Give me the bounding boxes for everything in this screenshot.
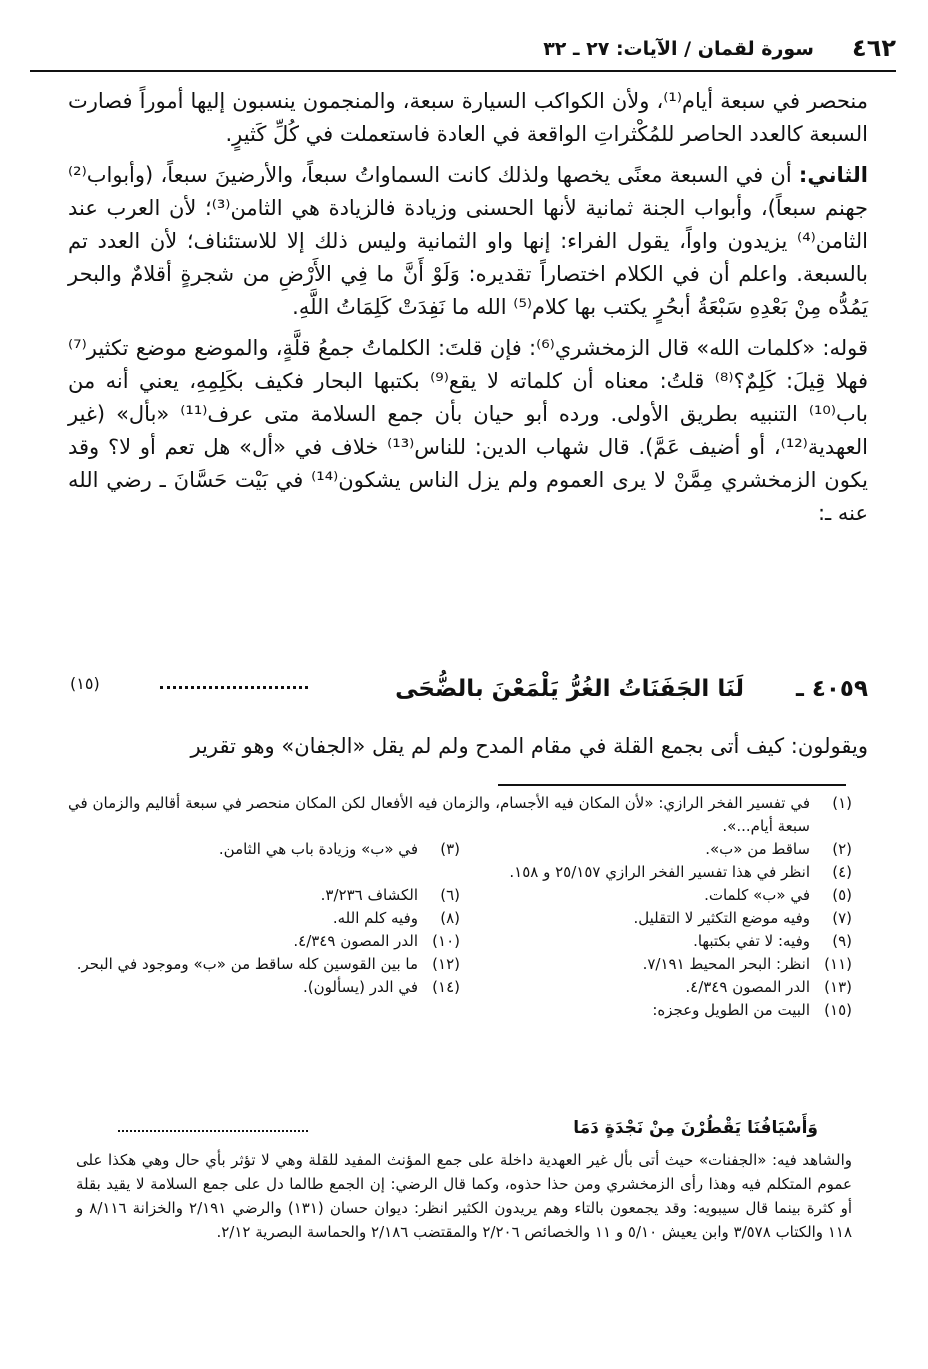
footnote-3: (٣) في «ب» وزيادة باب هي الثامن.	[218, 840, 460, 858]
footnote-9: (٩) وفيه: لا تفي بكتبها.	[693, 932, 852, 950]
witness-commentary: والشاهد فيه: «الجفنات» حيث أتى بأل غير العهدية داخلة على جمع المؤنث المفيد للقلة وهي لا تؤثر بأي حال وهي هكذا على عموم المتكلم فيه وهذا رأى الزمخشري ومن حذا حذوه، وكما قال الرضي: إن الجمع طالما دل على جمع السلامة لا يقيد بقلة أو كثرة بينما قال سيبويه: وقد يجمعون بالتاء وهم يريدون الكثير انظر: ديوان حسان (١٣١) والرضي ٢/١٩١ والخزانة ٨/١١٦ و ١١٨ والكتاب ٣/٥٧٨ وابن يعيش ٥/١٠ و ١١ والخصائص ٢/٢٠٦ والمقتضب ٢/١٨٦ والحماسة البصرية ٢/١٢.	[76, 1151, 852, 1241]
paragraph-2-lead: الثاني:	[798, 163, 868, 187]
footnote-row-7-8	[68, 907, 852, 930]
paragraph-2-text: أن في السبعة معنًى يخصها ولذلك كانت السماواتُ سبعاً، والأرضينَ سبعاً، (وأبواب⁽²⁾ جهنم سبعاً)، وأبواب الجنة ثمانية لأنها الحسنى وزيادة فالزيادة هي الثامن⁽³⁾؛ لأن العرب عند الثامن⁽⁴⁾ يزيدون واواً، يقول الفراء: إنها واو الثمانية وليس ذلك إلا للاستئناف؛ لأن العدد تم بالسبعة. واعلم أن في الكلام اختصاراً تقديره: وَلَوْ أَنَّ ما فِي الأَرْضِ من شجرةٍ أقلامٌ والبحر يَمُدُّه مِنْ بَعْدِهِ سَبْعَةُ أبحُرٍ يكتب بها كلام⁽⁵⁾ الله ما نَفِدَتْ كَلِمَاتُ اللَّهِ.	[68, 163, 868, 319]
footnote-2: (٢) ساقط من «ب».	[705, 840, 852, 858]
footnote-5: (٥) في «ب» كلمات.	[704, 886, 852, 904]
paragraph-3: قوله: «كلمات الله» قال الزمخشري⁽⁶⁾: فإن قلتَ: الكلماتُ جمعُ قلَّةٍ، والموضع موضع تكثير⁽⁷⁾ فهلا قِيلَ: كَلِمٌ؟⁽⁸⁾ قلتُ: معناه أن كلماته لا يقع⁽⁹⁾ بكتبها البحار فكيف بكَلِمِهِ، يعني أنه من باب⁽¹⁰⁾ التنبيه بطريق الأولى. ورده أبو حيان بأن جمع السلامة متى عرف⁽¹¹⁾ «بأل» (غير العهدية⁽¹²⁾، أو أضيف عَمَّ). قال شهاب الدين: للناس⁽¹³⁾ خلاف في «أل» هل تعم أو لا؟ وقد يكون الزمخشري مِمَّنْ لا يرى العموم ولم يزل الناس يشكون⁽¹⁴⁾ في بَيْت حَسَّانَ ـ رضي الله عنه ـ:	[68, 336, 869, 525]
running-title: سورة لقمان / الآيات: ٢٧ ـ ٣٢	[543, 38, 814, 60]
poem-second-hemistich	[118, 1116, 818, 1146]
poetry-verse	[68, 672, 868, 712]
footnote-row-5-6	[68, 884, 852, 907]
paragraph-4: ويقولون: كيف أتى بجمع القلة في مقام المدح ولم لم يقل «الجفان» وهو تقرير	[190, 734, 868, 758]
footnote-11: (١١) انظر: البحر المحيط ٧/١٩١.	[642, 955, 852, 973]
verse-footnote-ref: (١٥)	[70, 674, 100, 693]
footnote-6: (٦) الكشاف ٣/٢٣٦.	[320, 886, 460, 904]
verse-number: ٤٠٥٩ ـ	[795, 676, 868, 702]
footnote-4: (٤) انظر في هذا تفسير الفخر الرازي ٢٥/١٥٧ و ١٥٨.	[509, 863, 852, 881]
paragraph-2	[68, 159, 868, 324]
verse-hemistich: لَنَا الجَفَنَاتُ الغُرُّ يَلْمَعْنَ بالضُّحَى	[395, 676, 744, 702]
footnote-15: (١٥) البيت من الطويل وعجزه:	[652, 1001, 852, 1019]
footnote-row-2-3	[68, 838, 852, 861]
footnote-10: (١٠) الدر المصون ٤/٣٤٩.	[293, 932, 460, 950]
paragraph-1: منحصر في سبعة أيام⁽¹⁾، ولأن الكواكب السيارة سبعة، والمنجمون ينسبون إليها أموراً فصارت السبعة كالعدد الحاصر للمُكْثراتِ الواقعة في العادة فاستعملت في كُلِّ كَثيرٍ.	[68, 89, 868, 146]
page-number: ٤٦٢	[852, 34, 896, 62]
footnote-8: (٨) وفيه كلم الله.	[332, 909, 460, 927]
poem-dotted-line	[118, 1130, 308, 1132]
footnote-12: (١٢) ما بين القوسين كله ساقط من «ب» وموجود في البحر.	[76, 955, 460, 973]
footnote-row-9-10	[68, 930, 852, 953]
verse-dotted-line	[160, 686, 308, 689]
footnote-7: (٧) وفيه موضع التكثير لا التقليل.	[633, 909, 852, 927]
poem-text: وَأَسْيَافُنَا يَقْطُرْنَ مِنْ نَجْدَةٍ دَمَا	[573, 1118, 818, 1138]
footnote-14: (١٤) في الدر (يسألون).	[303, 978, 460, 996]
footnote-divider	[498, 784, 846, 786]
footnote-1: (١) في تفسير الفخر الرازي: «لأن المكان فيه الأجسام، والزمان فيه الأفعال لكن المكان منحصر في سبعة أقاليم والزمان في سبعة أيام...».	[68, 794, 852, 835]
footnote-row-13-14	[68, 976, 852, 999]
footnotes	[68, 792, 852, 1022]
footnote-row-11-12	[68, 953, 852, 976]
main-text	[68, 85, 868, 530]
footnote-13: (١٣) الدر المصون ٤/٣٤٩.	[685, 978, 852, 996]
page-header	[30, 30, 896, 72]
